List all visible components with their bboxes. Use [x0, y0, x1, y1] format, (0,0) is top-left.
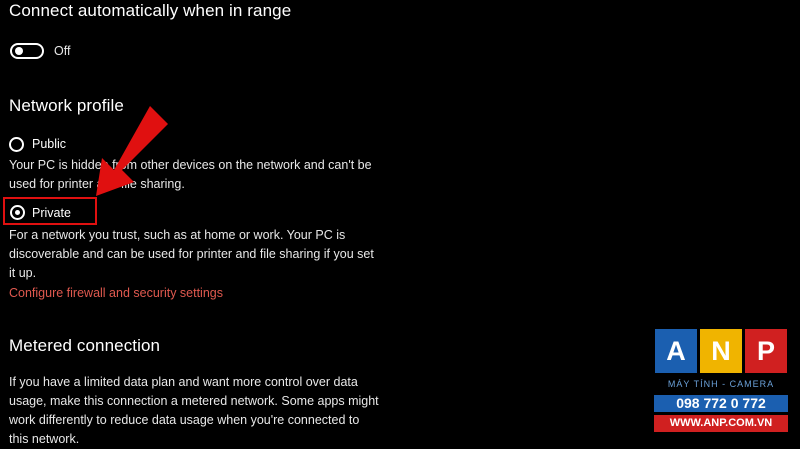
logo-phone: 098 772 0 772: [654, 395, 788, 412]
private-description: [9, 226, 374, 283]
logo-website: WWW.ANP.COM.VN: [654, 415, 788, 432]
metered-desc-line: usage, make this connection a metered network. Some apps might: [9, 394, 379, 408]
metered-connection-title: Metered connection: [9, 336, 161, 355]
annotation-arrow-icon: [80, 106, 180, 202]
metered-desc-line: If you have a limited data plan and want more control over data: [9, 375, 358, 389]
private-desc-line: it up.: [9, 266, 37, 280]
private-desc-line: For a network you trust, such as at home or work. Your PC is: [9, 228, 346, 242]
public-desc-line: used for printer and file sharing.: [9, 177, 185, 191]
toggle-state-label: Off: [54, 44, 71, 58]
public-desc-line: Your PC is hidden from other devices on the network and can't be: [9, 158, 372, 172]
logo-letter-a: A: [655, 329, 697, 373]
logo-letter-n: N: [700, 329, 742, 373]
connect-auto-toggle[interactable]: [10, 43, 44, 59]
logo-tagline: MÁY TÍNH - CAMERA: [667, 379, 775, 389]
public-radio-label[interactable]: Public: [32, 137, 67, 151]
metered-desc-line: work differently to reduce data usage when you're connected to: [9, 413, 360, 427]
private-radio-label[interactable]: Private: [32, 206, 71, 220]
public-radio[interactable]: [9, 137, 24, 152]
logo-letter-p: P: [745, 329, 787, 373]
toggle-knob: [15, 47, 23, 55]
configure-firewall-link[interactable]: Configure firewall and security settings: [9, 286, 223, 300]
public-description: [9, 156, 372, 194]
connect-auto-title: Connect automatically when in range: [9, 1, 292, 20]
network-profile-title: Network profile: [9, 96, 124, 115]
metered-desc-line: this network.: [9, 432, 80, 446]
private-desc-line: discoverable and can be used for printer and file sharing if you set: [9, 247, 374, 261]
metered-description: [9, 373, 379, 449]
